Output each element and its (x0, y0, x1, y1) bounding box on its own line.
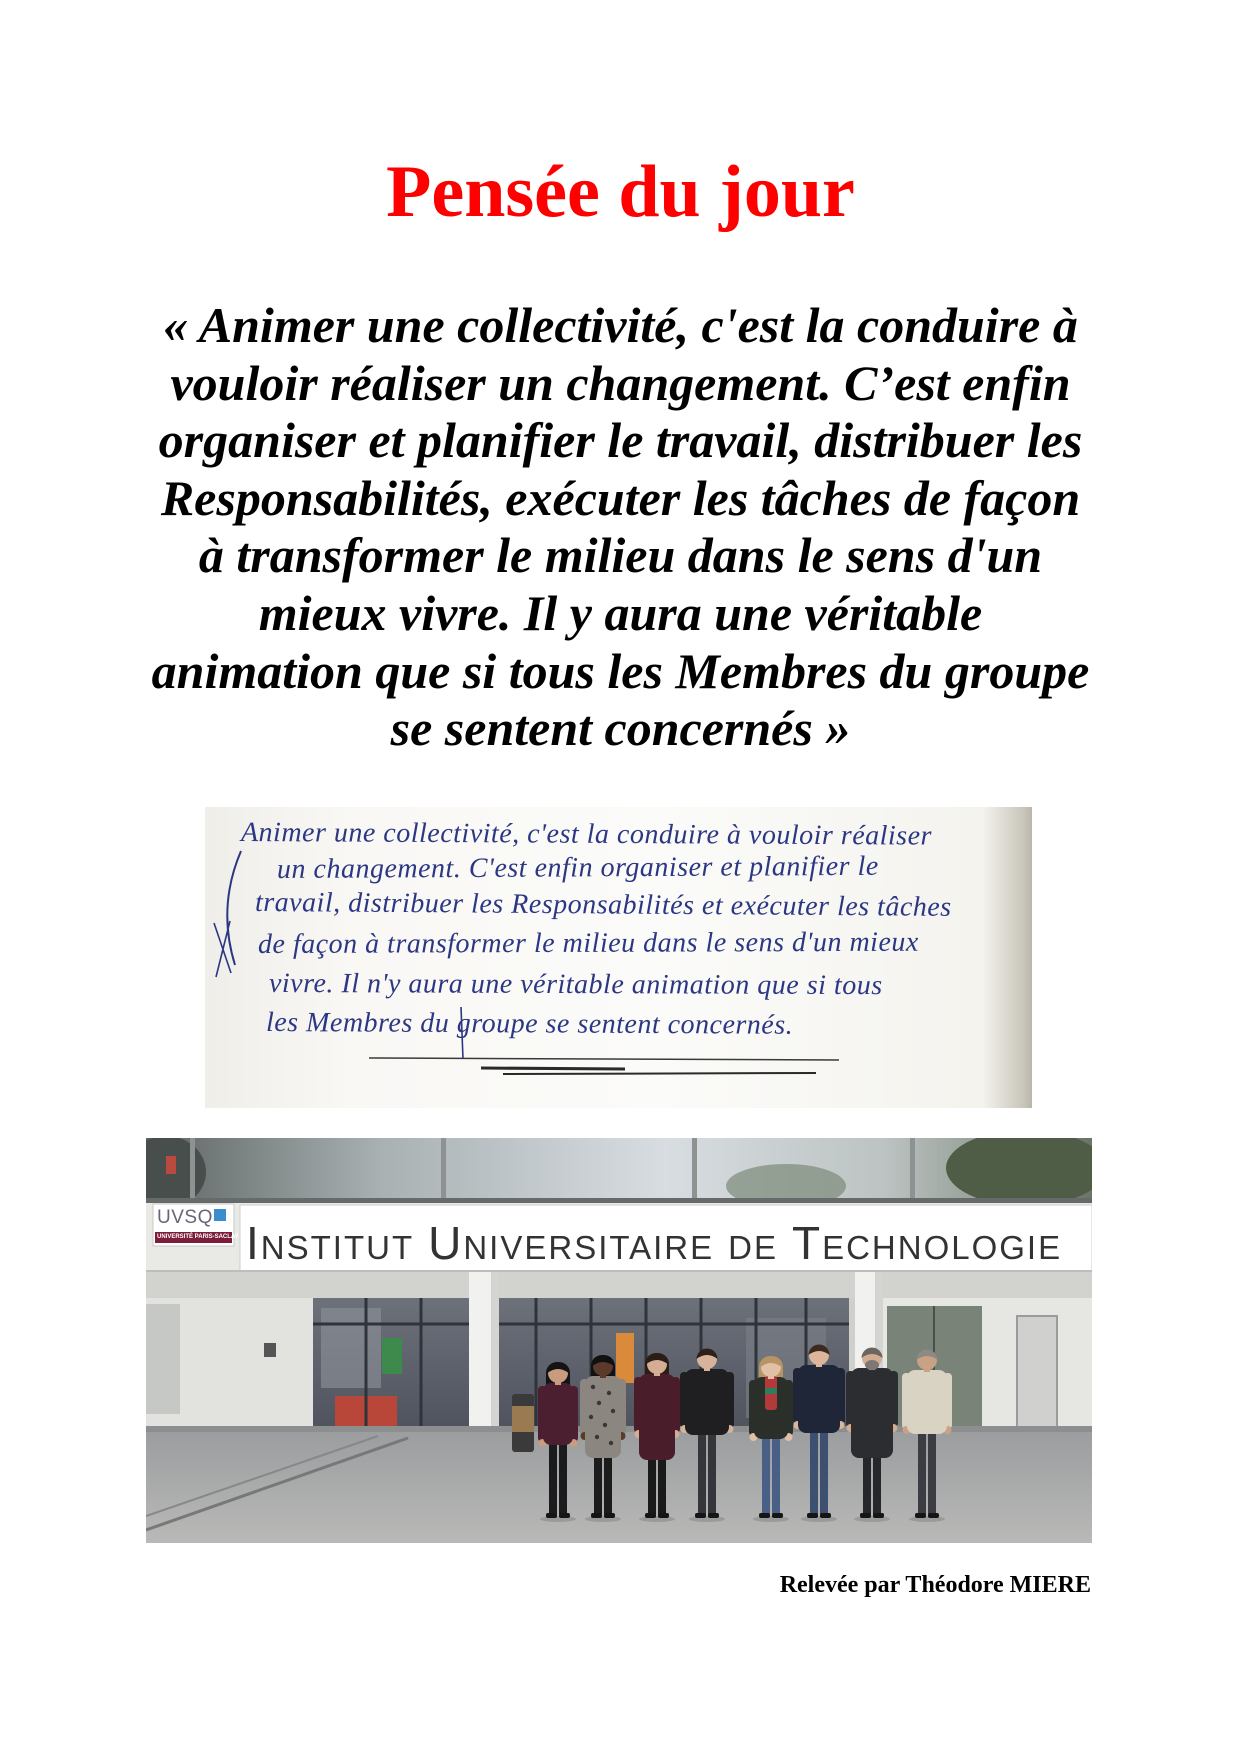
person-leg (698, 1428, 706, 1514)
quote-line: mieux vivre. Il y aura une véritable (258, 584, 983, 641)
person-shoe (820, 1513, 831, 1518)
logo-square-icon (214, 1209, 226, 1221)
margin-cross (214, 921, 231, 977)
coat-pattern-dot (607, 1391, 611, 1395)
note-line: un changement. C'est enfin organiser et planifier le (276, 850, 879, 885)
person-torso (851, 1368, 893, 1458)
quote-line: se sentent concernés » (390, 700, 851, 757)
logo-subtitle: UNIVERSITÉ PARIS-SACLAY (157, 1234, 239, 1240)
photo-scene (146, 1138, 1092, 1543)
person-leg (708, 1428, 716, 1514)
interior-reflection (321, 1308, 381, 1388)
quote-line: à transformer le milieu dans le sens d'un (198, 527, 1043, 584)
underline-bottom (503, 1073, 816, 1074)
coat-pattern-dot (589, 1415, 593, 1419)
coat-pattern-dot (609, 1441, 613, 1445)
person-shadow (753, 1516, 789, 1522)
person-shoe (928, 1513, 939, 1518)
person-shoe (559, 1513, 570, 1518)
window-frame (146, 1198, 1092, 1203)
wall-plaque (264, 1343, 276, 1357)
person-shoe (546, 1513, 557, 1518)
person-leg (772, 1436, 780, 1514)
quote-block (0, 297, 1241, 758)
left-window (146, 1304, 180, 1414)
person-shadow (854, 1516, 890, 1522)
person-leg (928, 1429, 936, 1514)
underline-short (481, 1068, 625, 1069)
interior-green-sign (382, 1338, 402, 1374)
person-torso (639, 1374, 675, 1460)
note-line: de façon à transformer le milieu dans le sens d'un mieux (257, 926, 919, 960)
person-shoe (915, 1513, 926, 1518)
note-line: les Membres du groupe se sentent concernés. (265, 1007, 794, 1041)
quote-line: organiser et planifier le travail, distribuer les (158, 412, 1083, 469)
person-shoe (708, 1513, 719, 1518)
person-scarf-stripe (765, 1388, 777, 1394)
person-shoe (591, 1513, 602, 1518)
person-leg (762, 1436, 770, 1514)
note-line: Animer une collectivité, c'est la conduire à vouloir réaliser (240, 817, 933, 852)
sign-word: UNIVERSITAIRE (428, 1217, 715, 1269)
coat-pattern-dot (611, 1409, 615, 1413)
window-mullion (692, 1138, 697, 1204)
coat-pattern-dot (595, 1435, 599, 1439)
window-mullion (441, 1138, 446, 1204)
person-shadow (689, 1516, 725, 1522)
note-line: vivre. Il n'y aura une véritable animation que si tous (268, 968, 883, 1002)
person-torso (798, 1365, 840, 1433)
column-shade (491, 1272, 499, 1442)
person-shoe (695, 1513, 706, 1518)
person-shoe (772, 1513, 783, 1518)
margin-bracket (227, 851, 241, 965)
person-leg (820, 1424, 828, 1514)
building-sign-text (246, 1217, 1063, 1269)
person-torso (685, 1369, 729, 1435)
person-shoe (645, 1513, 656, 1518)
person-shoe (873, 1513, 884, 1518)
person-leg (559, 1442, 567, 1514)
group-photo (146, 1138, 1092, 1543)
logo-uvsq: UVSQ (157, 1207, 213, 1228)
person-shoe (658, 1513, 669, 1518)
note-line: travail, distribuer les Responsabilités et exécuter les tâches (254, 887, 952, 923)
handwritten-note-image (205, 807, 1032, 1108)
sign-word: INSTITUT (246, 1217, 415, 1269)
page-title: Pensée du jour (386, 151, 855, 233)
interior-orange (616, 1333, 634, 1383)
person-shoe (604, 1513, 615, 1518)
person-shadow (909, 1516, 945, 1522)
person-torso (907, 1370, 947, 1434)
person-shoe (807, 1513, 818, 1518)
person-leg (810, 1424, 818, 1514)
coat-pattern-dot (603, 1423, 607, 1427)
quote-line: « Animer une collectivité, c'est la conduire à (163, 297, 1078, 353)
person-torso (543, 1383, 573, 1445)
right-door (1017, 1316, 1057, 1429)
canopy-underside (146, 1272, 1092, 1298)
quote-line: Responsabilités, exécuter les tâches de façon (160, 469, 1081, 526)
coat-pattern-dot (591, 1385, 595, 1389)
red-sign-reflection (166, 1156, 176, 1174)
caption-credit: Relevée par Théodore MIERE (779, 1572, 1091, 1598)
window-mullion (190, 1138, 195, 1204)
person-beard (865, 1360, 879, 1370)
sign-word: DE (728, 1229, 778, 1266)
coat-pattern-dot (597, 1401, 601, 1405)
person-leg (918, 1429, 926, 1514)
person-shoe (860, 1513, 871, 1518)
person-shadow (585, 1516, 621, 1522)
trash-bin-band (512, 1406, 534, 1432)
quote-line: animation que si tous les Membres du groupe (151, 642, 1090, 699)
person-shadow (540, 1516, 576, 1522)
quote-line: vouloir réaliser un changement. C’est enfin (170, 354, 1071, 411)
person-shoe (759, 1513, 770, 1518)
window-mullion (910, 1138, 915, 1204)
sign-word: TECHNOLOGIE (791, 1217, 1063, 1269)
person-leg (549, 1442, 557, 1514)
person-shadow (801, 1516, 837, 1522)
underline-long (369, 1058, 839, 1060)
person-shadow (639, 1516, 675, 1522)
